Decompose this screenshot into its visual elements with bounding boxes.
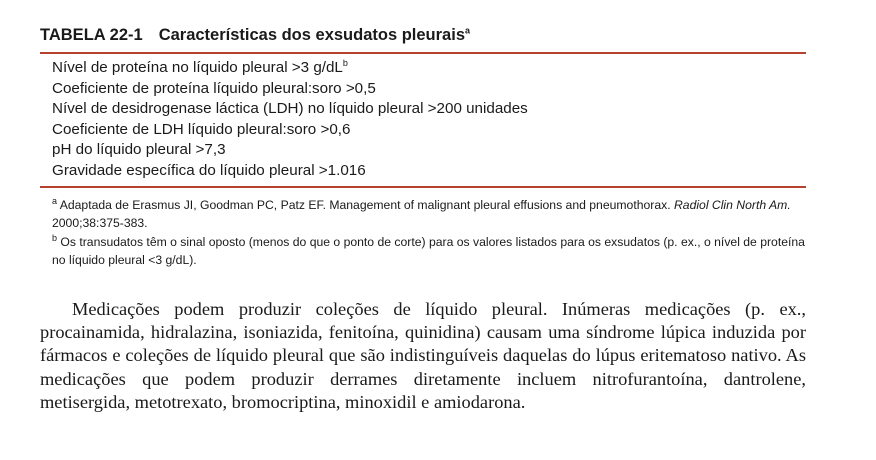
table-footnotes [40, 188, 812, 270]
footnote-marker: b [52, 232, 58, 243]
table-title-text: Características dos exsudatos pleurais [158, 26, 465, 44]
table-row [52, 58, 806, 79]
footnote-marker: a [52, 195, 58, 206]
footnote-b [52, 233, 812, 270]
row-text: Nível de proteína no líquido pleural >3 g/dL [52, 59, 343, 76]
row-text: pH do líquido pleural >7,3 [52, 141, 226, 159]
row-text: Gravidade específica do líquido pleural >1.016 [52, 161, 366, 179]
table-number: TABELA 22-1 [40, 26, 143, 44]
row-text: Nível de desidrogenase láctica (LDH) no líquido pleural >200 unidades [52, 100, 528, 118]
table-row [52, 120, 806, 141]
table-rows [40, 54, 806, 186]
table-row [52, 99, 806, 120]
row-text: Coeficiente de LDH líquido pleural:soro >0,6 [52, 120, 351, 138]
table-row [52, 79, 806, 100]
footnote-journal: Radiol Clin North Am. [673, 197, 791, 212]
footnote-citation: 2000;38:375-383. [52, 216, 148, 231]
footnote-text: Adaptada de Erasmus JI, Goodman PC, Patz EF. Management of malignant pleural effusions and pneumothorax. [57, 197, 674, 212]
table-row [52, 140, 806, 161]
table-title [159, 22, 470, 48]
table-title-footnote-marker: a [465, 25, 471, 36]
footnote-text: Os transudatos têm o sinal oposto (menos do que o ponto de corte) para os valores listados para os exsudatos (p. ex., o nível de proteína no líquido pleural <3 g/dL). [52, 234, 805, 268]
table-header [40, 22, 806, 52]
table-row [52, 161, 806, 182]
footnote-a [52, 196, 812, 233]
row-text: Coeficiente de proteína líquido pleural:soro >0,5 [52, 79, 376, 97]
body-paragraph: Medicações podem produzir coleções de líquido pleural. Inúmeras medicações (p. ex., procainamida, hidralazina, isoniazida, fenitoína, quinidina) causam uma síndrome lúpica induzida por fármacos e coleções de líquido pleural que são indistinguíveis daquelas do lúpus eritematoso nativo. As medicações que podem produzir derrames diretamente incluem nitrofurantoína, dantrolene, metisergida, metotrexato, bromocriptina, minoxidil e amiodarona. [40, 299, 806, 412]
table-22-1 [40, 22, 806, 270]
row-footnote-marker: b [342, 57, 348, 68]
